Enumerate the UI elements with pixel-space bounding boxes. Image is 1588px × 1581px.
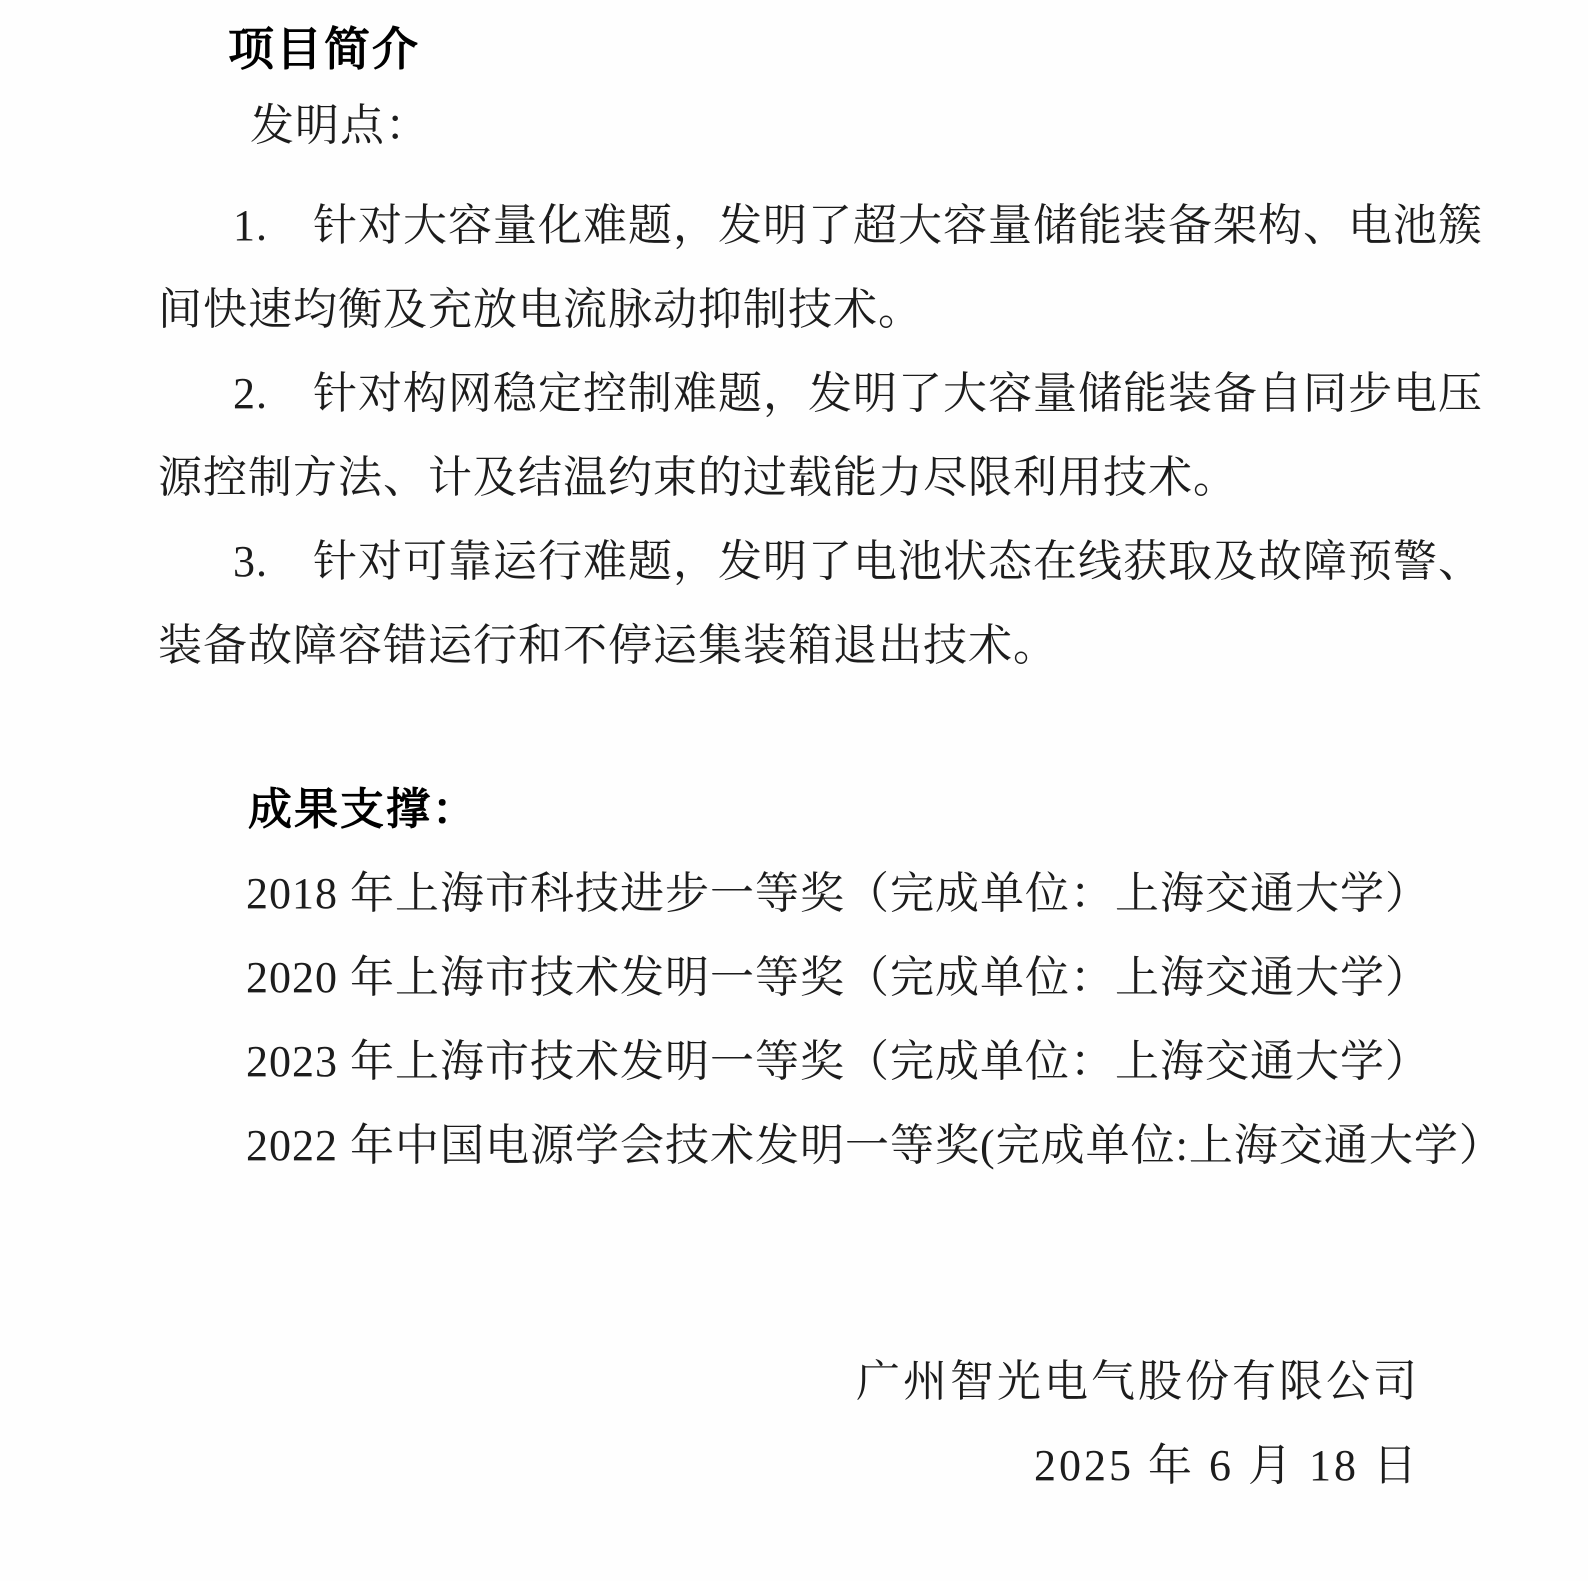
paragraph-3-line-2: 装备故障容错运行和不停运集装箱退出技术。: [158, 621, 1058, 670]
paragraph-2: [158, 352, 1483, 520]
company-name: 广州智光电气股份有限公司: [856, 1357, 1420, 1406]
paragraph-1-line-2: 间快速均衡及充放电流脉动抑制技术。: [158, 285, 923, 334]
signature-block: [158, 1340, 1432, 1508]
paragraph-1: [158, 184, 1483, 352]
paragraph-2-line-1: 2. 针对构网稳定控制难题，发明了大容量储能装备自同步电压: [233, 369, 1483, 418]
paragraph-1-line-1: 1. 针对大容量化难题，发明了超大容量储能装备架构、电池簇: [233, 201, 1483, 250]
achievements-heading: 成果支撑：: [248, 785, 478, 834]
award-item-2023: 2023 年上海市技术发明一等奖（完成单位：上海交通大学）: [246, 1037, 1430, 1086]
achievements-list: [158, 852, 1504, 1188]
award-item-2020: 2020 年上海市技术发明一等奖（完成单位：上海交通大学）: [246, 953, 1430, 1002]
invention-points-label: 发明点：: [250, 101, 430, 150]
award-item-2022: 2022 年中国电源学会技术发明一等奖(完成单位:上海交通大学）: [246, 1121, 1504, 1170]
paragraph-3: [158, 520, 1483, 688]
paragraph-3-line-1: 3. 针对可靠运行难题，发明了电池状态在线获取及故障预警、: [233, 537, 1483, 586]
paragraph-2-line-2: 源控制方法、计及结温约束的过载能力尽限利用技术。: [158, 453, 1238, 502]
page-title: 项目简介: [228, 23, 420, 75]
document-date: 2025 年 6 月 18 日: [1034, 1441, 1420, 1490]
award-item-2018: 2018 年上海市科技进步一等奖（完成单位：上海交通大学）: [246, 869, 1430, 918]
